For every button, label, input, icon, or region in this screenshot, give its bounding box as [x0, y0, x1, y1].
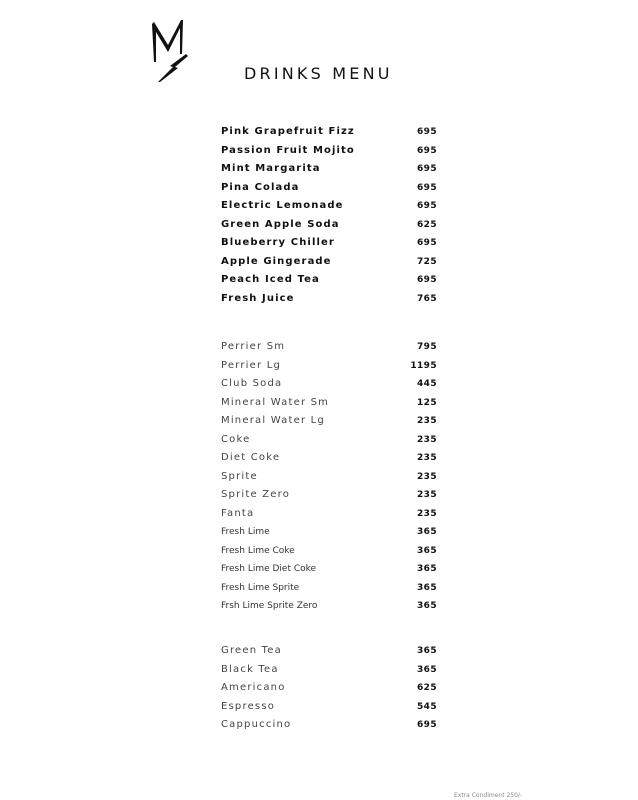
menu-item-price: 625	[417, 220, 437, 230]
brand-m-logo-icon	[146, 18, 190, 84]
menu-item-name: Fresh Lime Sprite	[221, 583, 300, 593]
menu-item-name: Fresh Lime Coke	[221, 546, 295, 556]
menu-item-price: 695	[417, 201, 437, 211]
menu-item-name: Perrier Sm	[221, 341, 286, 352]
menu-item-name: Cappuccino	[221, 719, 292, 730]
menu-item-price: 695	[417, 183, 437, 193]
menu-item-price: 235	[417, 435, 437, 445]
menu-item-price: 365	[417, 546, 437, 556]
menu-item-price: 795	[417, 342, 437, 352]
menu-item-name: Green Tea	[221, 645, 282, 656]
menu-item	[221, 562, 441, 580]
menu-item	[221, 581, 441, 599]
menu-item	[221, 599, 441, 617]
menu-item	[221, 377, 441, 395]
menu-item-name: Fresh Juice	[221, 293, 295, 304]
menu-item-name: Electric Lemonade	[221, 200, 344, 211]
menu-item	[221, 396, 441, 414]
menu-item	[221, 199, 441, 217]
menu-item	[221, 681, 441, 699]
menu-item-price: 545	[417, 702, 437, 712]
menu-item-name: Blueberry Chiller	[221, 237, 335, 248]
menu-item-price: 235	[417, 416, 437, 426]
menu-item-price: 695	[417, 146, 437, 156]
menu-item-name: Coke	[221, 434, 251, 445]
menu-item	[221, 433, 441, 451]
menu-item-price: 365	[417, 601, 437, 611]
menu-item	[221, 663, 441, 681]
menu-item	[221, 181, 441, 199]
menu-item-price: 365	[417, 564, 437, 574]
menu-item-price: 365	[417, 527, 437, 537]
menu-item-price: 235	[417, 453, 437, 463]
menu-item-name: Americano	[221, 682, 286, 693]
menu-item-price: 125	[417, 398, 437, 408]
menu-item-name: Diet Coke	[221, 452, 281, 463]
menu-item-price: 235	[417, 472, 437, 482]
menu-item-name: Fanta	[221, 508, 255, 519]
menu-item-name: Frsh Lime Sprite Zero	[221, 601, 318, 611]
menu-item-price: 695	[417, 275, 437, 285]
menu-item	[221, 236, 441, 254]
menu-item	[221, 144, 441, 162]
menu-item-name: Mineral Water Lg	[221, 415, 325, 426]
menu-item-price: 365	[417, 583, 437, 593]
menu-item	[221, 162, 441, 180]
menu-item	[221, 340, 441, 358]
menu-item-price: 695	[417, 720, 437, 730]
menu-item-price: 235	[417, 490, 437, 500]
menu-item	[221, 488, 441, 506]
menu-item-name: Apple Gingerade	[221, 256, 332, 267]
menu-item	[221, 218, 441, 236]
menu-item-price: 445	[417, 379, 437, 389]
menu-item-name: Black Tea	[221, 664, 279, 675]
menu-item-name: Sprite Zero	[221, 489, 291, 500]
menu-item-name: Fresh Lime Diet Coke	[221, 564, 317, 574]
menu-item-price: 365	[417, 646, 437, 656]
menu-item-name: Peach Iced Tea	[221, 274, 320, 285]
menu-item-name: Mint Margarita	[221, 163, 321, 174]
menu-item-price: 625	[417, 683, 437, 693]
menu-item	[221, 718, 441, 736]
menu-item-name: Club Soda	[221, 378, 283, 389]
menu-item-price: 765	[417, 294, 437, 304]
menu-item-price: 235	[417, 509, 437, 519]
menu-item	[221, 644, 441, 662]
extra-condiment-note: Extra Condiment 250/-	[454, 792, 523, 799]
menu-item-price: 725	[417, 257, 437, 267]
menu-item	[221, 525, 441, 543]
menu-item-name: Green Apple Soda	[221, 219, 340, 230]
menu-item	[221, 507, 441, 525]
page-title: DRINKS MENU	[244, 64, 393, 83]
menu-item-price: 695	[417, 238, 437, 248]
menu-item-price: 365	[417, 665, 437, 675]
menu-item	[221, 255, 441, 273]
menu-item-name: Pina Colada	[221, 182, 300, 193]
menu-item	[221, 700, 441, 718]
menu-item	[221, 273, 441, 291]
menu-item-name: Sprite	[221, 471, 258, 482]
menu-item	[221, 414, 441, 432]
menu-item-name: Passion Fruit Mojito	[221, 145, 355, 156]
menu-item-price: 1195	[410, 361, 437, 371]
menu-item-price: 695	[417, 164, 437, 174]
menu-item-name: Perrier Lg	[221, 360, 282, 371]
menu-item	[221, 359, 441, 377]
menu-item-name: Fresh Lime	[221, 527, 270, 537]
menu-item	[221, 544, 441, 562]
menu-item	[221, 292, 441, 310]
menu-item-name: Mineral Water Sm	[221, 397, 330, 408]
menu-item	[221, 470, 441, 488]
menu-item-name: Espresso	[221, 701, 276, 712]
menu-item	[221, 451, 441, 469]
menu-item-name: Pink Grapefruit Fizz	[221, 126, 355, 137]
menu-item	[221, 125, 441, 143]
menu-item-price: 695	[417, 127, 437, 137]
